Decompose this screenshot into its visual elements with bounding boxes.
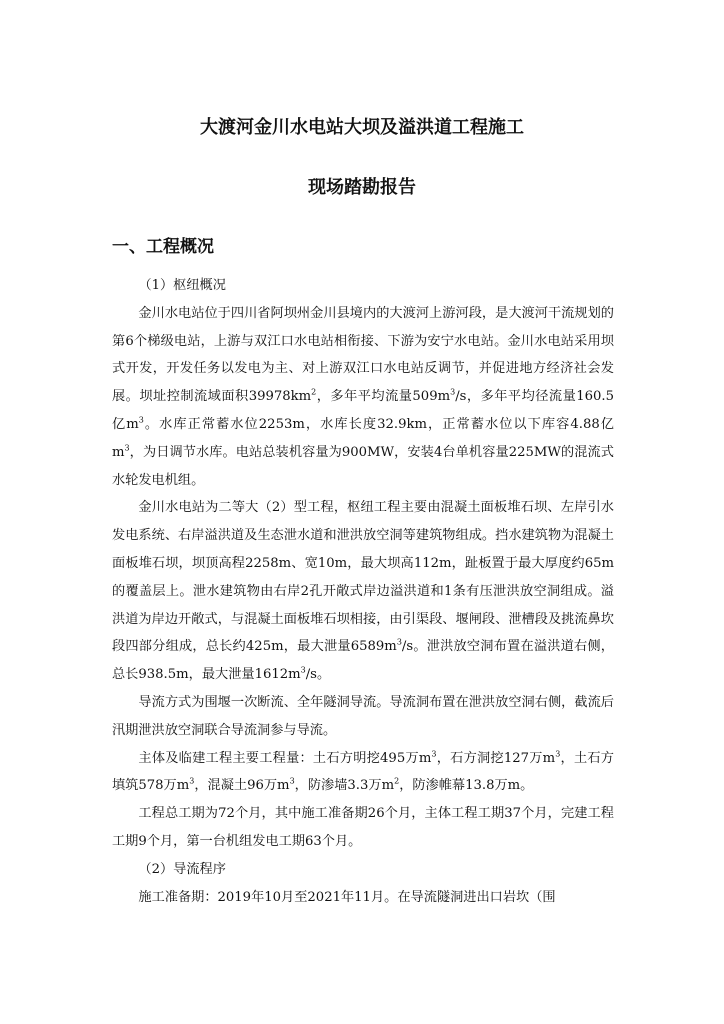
section-heading-overview: 一、工程概况 (112, 237, 214, 257)
paragraph-station-location: 金川水电站位于四川省阿坝州金川县境内的大渡河上游河段，是大渡河干流规划的第6个梯级电站，上游与双江口水电站相衔接、下游为安宁水电站。金川水电站采用坝式开发，开发任务以发电为主、对上游双江口水电站反调节，并促进地方经济社会发展。坝址控制流域面积$39978km^2$，多年平均流量$509m^3/s$，多年平均径流量160.5亿$m^3$。水库正常蓄水位2253m，水库长度32.9km，正常蓄水位以下库容4.88亿$m^3$，为日调节水库。电站总装机容量为900MW，安装4台单机容量225MW的混流式水轮发电机组。 (112, 305, 615, 488)
document-subtitle: 现场踏勘报告 (308, 177, 416, 198)
subheading-hub-overview: （1）枢纽概况 (138, 278, 226, 293)
subheading-diversion-sequence: （2）导流程序 (138, 861, 226, 877)
paragraph-diversion-method: 导流方式为围堰一次断流、全年隧洞导流。导流洞布置在泄洪放空洞右侧，截流后汛期泄洪放空洞联合导流洞参与导流。 (112, 694, 614, 738)
document-title: 大渡河金川水电站大坝及溢洪道工程施工 (200, 117, 524, 138)
paragraph-preparation-period: 施工准备期：2019年10月至2021年11月。在导流隧洞进出口岩坎（围 (138, 889, 556, 905)
paragraph-quantities: 主体及临建工程主要工程量：土石方明挖495万$m^3$，石方洞挖127万$m^3$，土石方填筑578万$m^3$，混凝土96万$m^3$，防渗墙3.3万$m^2$，防渗帷幕13.8万m。 (112, 749, 614, 794)
document-body (112, 272, 614, 911)
paragraph-schedule: 工程总工期为72个月，其中施工准备期26个月，主体工程工期37个月，完建工程工期9个月，第一台机组发电工期63个月。 (112, 806, 614, 849)
paragraph-hub-structures: 金川水电站为二等大（2）型工程，枢纽工程主要由混凝土面板堆石坝、左岸引水发电系统、右岸溢洪道及生态泄水道和泄洪放空洞等建筑物组成。挡水建筑物为混凝土面板堆石坝，坝顶高程2258m、宽10m，最大坝高112m，趾板置于最大厚度约65m的覆盖层上。泄水建筑物由右岸2孔开敞式岸边溢洪道和1条有压泄洪放空洞组成。溢洪道为岸边开敞式，与混凝土面板堆石坝相接，由引渠段、堰闸段、泄槽段及挑流鼻坎段四部分组成，总长约425m，最大泄量$6589m^3/s$。泄洪放空洞布置在溢洪道右侧，总长938.5m，最大泄量$1612m^3/s$。 (112, 500, 614, 683)
